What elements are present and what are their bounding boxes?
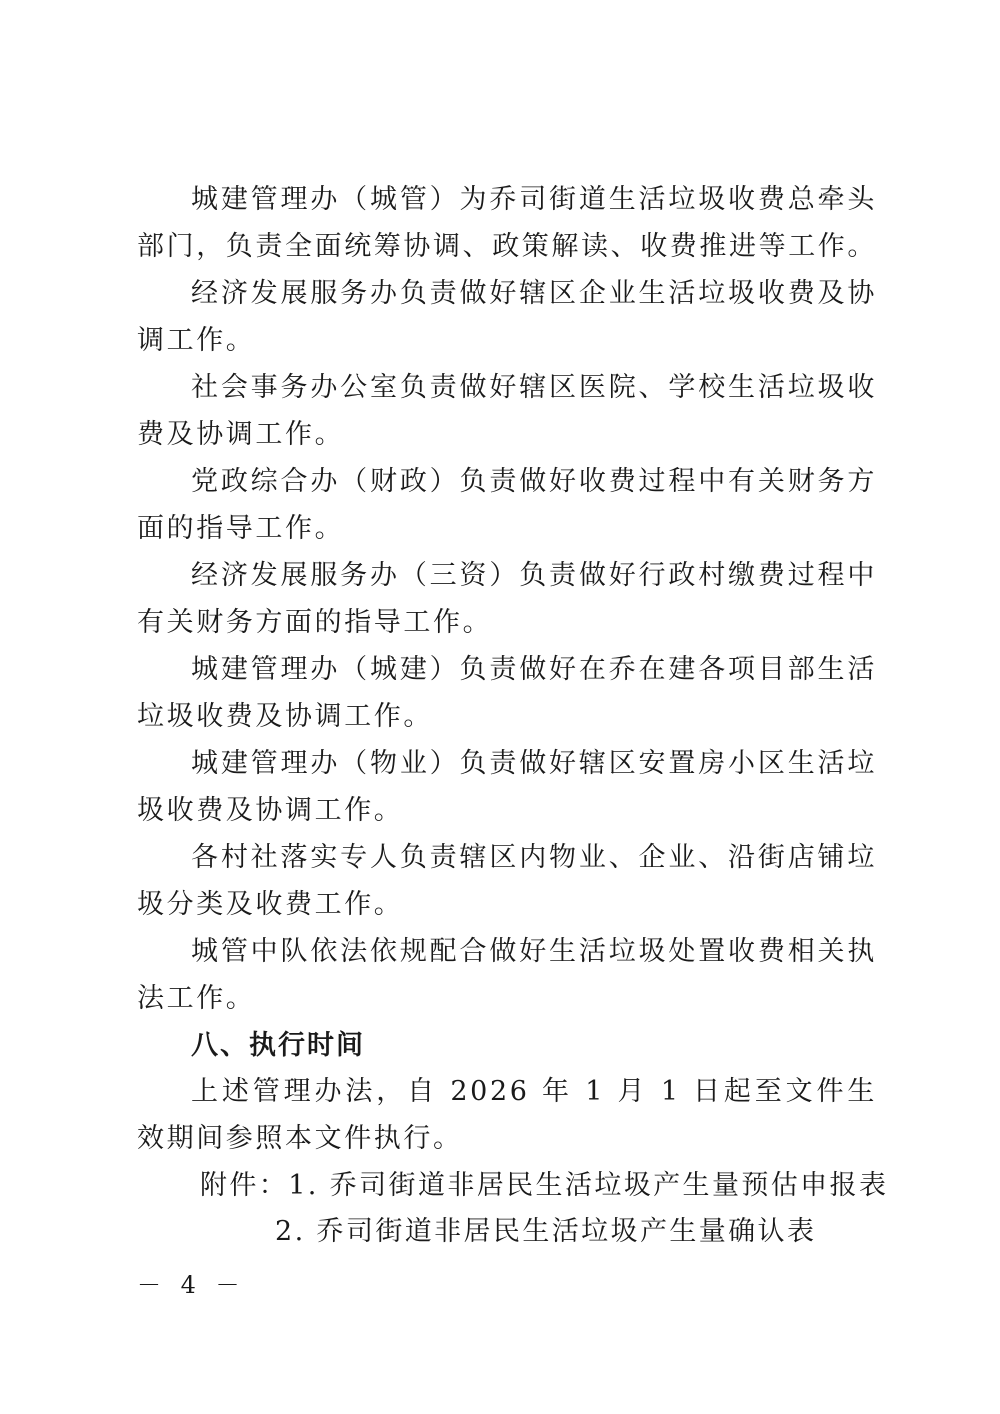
paragraph-cheng-guan: 城建管理办（城管）为乔司街道生活垃圾收费总牵头部门，负责全面统筹协调、政策解读、收费推进等工作。 — [137, 184, 877, 262]
attachment-label: 附件： — [200, 1170, 289, 1201]
page-number: － 4 － — [137, 1271, 246, 1299]
attachment-item-2-row — [275, 1212, 816, 1252]
paragraph-social-affairs: 社会事务办公室负责做好辖区医院、学校生活垃圾收费及协调工作。 — [137, 372, 877, 450]
paragraph-san-zi: 经济发展服务办（三资）负责做好行政村缴费过程中有关财务方面的指导工作。 — [137, 560, 877, 638]
section-heading-execution-time: 八、执行时间 — [191, 1030, 365, 1061]
paragraph-villages: 各村社落实专人负责辖区内物业、企业、沿街店铺垃圾分类及收费工作。 — [137, 842, 877, 920]
paragraph-property: 城建管理办（物业）负责做好辖区安置房小区生活垃圾收费及协调工作。 — [137, 748, 877, 826]
attachment-item-2: 2. 乔司街道非居民生活垃圾产生量确认表 — [275, 1216, 817, 1247]
attachment-list — [200, 1166, 888, 1206]
paragraph-finance: 党政综合办（财政）负责做好收费过程中有关财务方面的指导工作。 — [137, 466, 877, 544]
paragraph-economic-office: 经济发展服务办负责做好辖区企业生活垃圾收费及协调工作。 — [137, 278, 877, 356]
paragraph-cheng-jian: 城建管理办（城建）负责做好在乔在建各项目部生活垃圾收费及协调工作。 — [137, 654, 877, 732]
paragraph-enforcement: 城管中队依法依规配合做好生活垃圾处置收费相关执法工作。 — [137, 936, 877, 1014]
attachment-item-1: 1. 乔司街道非居民生活垃圾产生量预估申报表 — [288, 1170, 889, 1201]
paragraph-execution-time: 上述管理办法，自 2026 年 1 月 1 日起至文件生效期间参照本文件执行。 — [137, 1076, 877, 1154]
